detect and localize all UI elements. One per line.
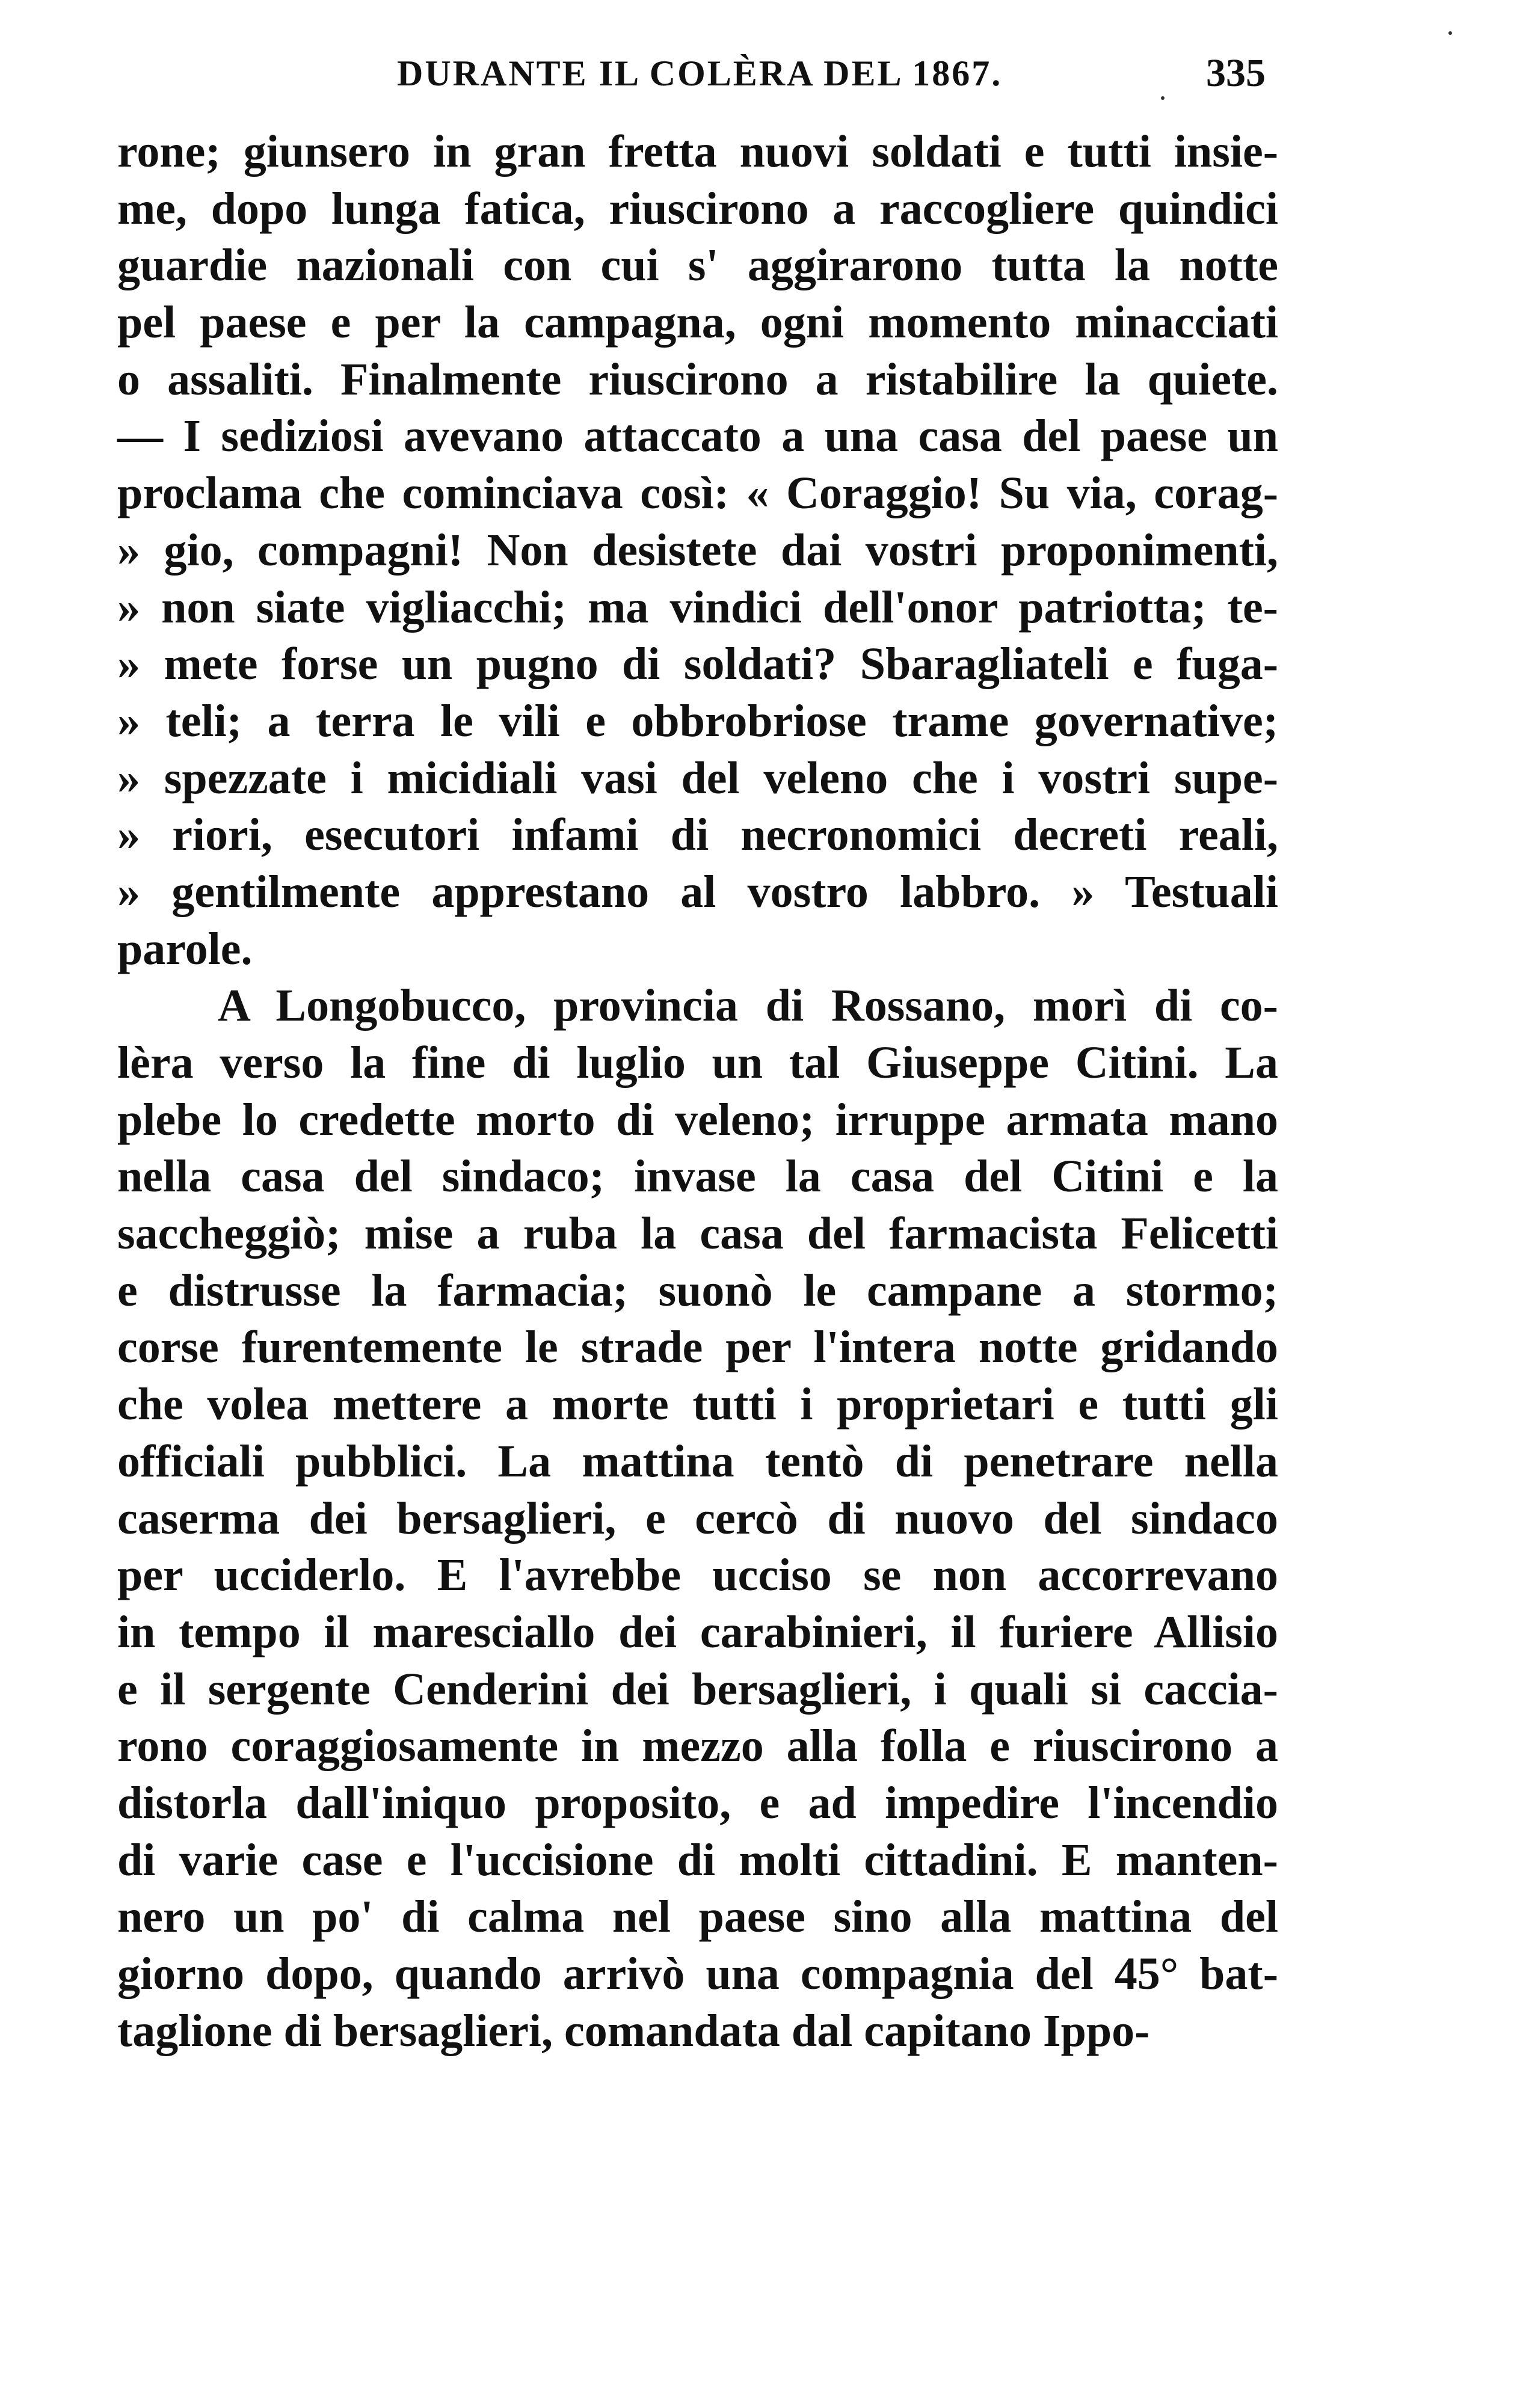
- text-line: » spezzate i micidiali vasi del veleno che i vostri supe-: [117, 752, 1278, 803]
- text-line: taglione di bersaglieri, comandata dal capitano Ippo-: [117, 2005, 1150, 2056]
- body-text: [117, 123, 1278, 2059]
- text-line: saccheggiò; mise a ruba la casa del farmacista Felicetti: [117, 1208, 1278, 1259]
- text-line: in tempo il maresciallo dei carabinieri, il furiere Allisio: [117, 1606, 1278, 1657]
- text-line: che volea mettere a morte tutti i proprietari e tutti gli: [117, 1379, 1278, 1430]
- print-speck: [1161, 96, 1165, 100]
- text-line: » riori, esecutori infami di necronomici decreti reali,: [117, 809, 1278, 861]
- text-line: proclama che cominciava così: « Coraggio! Su via, corag-: [117, 468, 1278, 519]
- running-title: DURANTE IL COLÈRA DEL 1867.: [397, 54, 1003, 93]
- text-line: — I sediziosi avevano attaccato a una casa del paese un: [117, 411, 1278, 462]
- text-line: di varie case e l'uccisione di molti cittadini. E manten-: [117, 1834, 1278, 1885]
- text-line: per ucciderlo. E l'avrebbe ucciso se non accorrevano: [117, 1550, 1278, 1601]
- text-line: e il sergente Cenderini dei bersaglieri, i quali si caccia-: [117, 1663, 1278, 1715]
- text-line: parole.: [117, 923, 253, 974]
- text-line: caserma dei bersaglieri, e cercò di nuovo del sindaco: [117, 1493, 1278, 1544]
- text-line: plebe lo credette morto di veleno; irruppe armata mano: [117, 1094, 1278, 1145]
- text-line: pel paese e per la campagna, ogni momento minacciati: [117, 297, 1278, 348]
- text-line: A Longobucco, provincia di Rossano, morì di co-: [218, 980, 1278, 1031]
- text-line: nella casa del sindaco; invase la casa del Citini e la: [117, 1151, 1278, 1202]
- text-line: corse furentemente le strade per l'intera notte gridando: [117, 1322, 1278, 1373]
- text-line: » mete forse un pugno di soldati? Sbaragliateli e fuga-: [117, 639, 1278, 690]
- print-speck: [1448, 31, 1452, 35]
- text-line: nero un po' di calma nel paese sino alla mattina del: [117, 1891, 1278, 1943]
- text-line: me, dopo lunga fatica, riuscirono a raccogliere quindici: [117, 183, 1278, 234]
- text-line: officiali pubblici. La mattina tentò di penetrare nella: [117, 1436, 1278, 1487]
- text-line: » teli; a terra le vili e obbrobriose trame governative;: [117, 695, 1278, 746]
- text-line: rone; giunsero in gran fretta nuovi soldati e tutti insie-: [117, 126, 1278, 177]
- page-number: 335: [1206, 51, 1266, 95]
- text-line: » gio, compagni! Non desistete dai vostri proponimenti,: [117, 524, 1278, 576]
- text-line: lèra verso la fine di luglio un tal Giuseppe Citini. La: [117, 1037, 1278, 1088]
- text-line: giorno dopo, quando arrivò una compagnia del 45° bat-: [117, 1949, 1278, 1999]
- text-line: o assaliti. Finalmente riuscirono a ristabilire la quiete.: [117, 354, 1278, 405]
- text-line: rono coraggiosamente in mezzo alla folla e riuscirono a: [117, 1721, 1278, 1772]
- text-line: e distrusse la farmacia; suonò le campane a stormo;: [117, 1265, 1278, 1316]
- text-line: guardie nazionali con cui s' aggirarono tutta la notte: [117, 240, 1278, 291]
- text-line: » gentilmente apprestano al vostro labbro. » Testuali: [117, 866, 1278, 917]
- text-line: distorla dall'iniquo proposito, e ad impedire l'incendio: [117, 1777, 1278, 1828]
- text-line: » non siate vigliacchi; ma vindici dell'onor patriotta; te-: [117, 582, 1278, 633]
